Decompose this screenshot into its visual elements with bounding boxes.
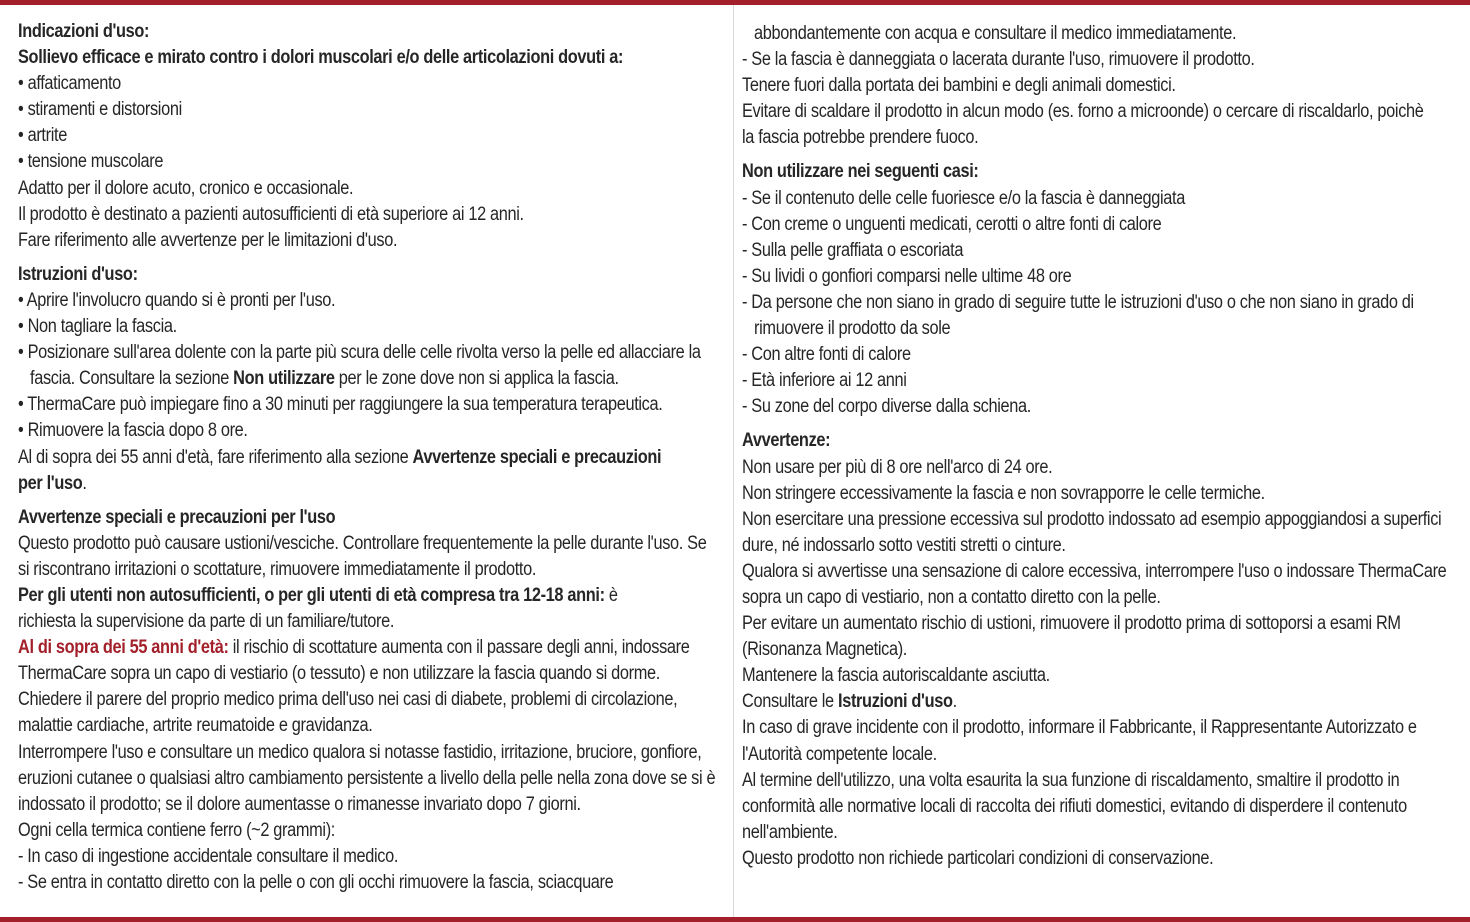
paragraph: la fascia potrebbe prendere fuoco. bbox=[742, 127, 979, 149]
list-item: • artrite bbox=[18, 125, 67, 147]
paragraph: conformità alle normative locali di raccolta dei rifiuti domestici, evitando di disperdere il contenuto bbox=[742, 795, 1407, 817]
list-item: • Non tagliare la fascia. bbox=[18, 316, 177, 338]
paragraph: eruzioni cutanee o qualsiasi altro cambiamento persistente a livello della pelle nella zona dove se si è bbox=[18, 767, 716, 789]
paragraph: dure, né indossarlo sotto vestiti stretti o cinture. bbox=[742, 534, 1066, 556]
red-highlight: Al di sopra dei 55 anni d'età: bbox=[18, 637, 229, 659]
paragraph: Questo prodotto non richiede particolari condizioni di conservazione. bbox=[742, 847, 1214, 869]
refer-text: Fare riferimento alle avvertenze per le limitazioni d'uso. bbox=[18, 229, 398, 251]
over55-note: Al di sopra dei 55 anni d'età, fare riferimento alla sezione Avvertenze speciali e precauzioni bbox=[18, 446, 662, 468]
list-item: • affaticamento bbox=[18, 73, 121, 95]
paragraph: Per evitare un aumentato rischio di ustioni, rimuovere il prodotto prima di sottoporsi a esami RM bbox=[742, 613, 1401, 635]
heading-indications: Indicazioni d'uso: bbox=[18, 21, 150, 42]
list-item-cont: abbondantemente con acqua e consultare il medico immediatamente. bbox=[754, 23, 1237, 44]
paragraph: nell'ambiente. bbox=[742, 821, 838, 843]
list-item: - Su zone del corpo diverse dalla schiena. bbox=[742, 396, 1031, 418]
paragraph: Non usare per più di 8 ore nell'arco di 24 ore. bbox=[742, 456, 1053, 478]
list-item: • Aprire l'involucro quando si è pronti per l'uso. bbox=[18, 289, 336, 311]
heading-instructions: Istruzioni d'uso: bbox=[18, 263, 138, 285]
paragraph: Qualora si avvertisse una sensazione di calore eccessiva, interrompere l'uso o indossare ThermaCare bbox=[742, 560, 1447, 582]
bold-lead: Per gli utenti non autosufficienti, o per gli utenti di età compresa tra 12-18 anni: bbox=[18, 584, 605, 606]
bold-ref: Istruzioni d'uso bbox=[838, 691, 953, 713]
paragraph: si riscontrano irritazioni o scottature, rimuovere immediatamente il prodotto. bbox=[18, 558, 537, 580]
paragraph: Questo prodotto può causare ustioni/vesciche. Controllare frequentemente la pelle durante l'uso. Se bbox=[18, 532, 707, 554]
paragraph: Interrompere l'uso e consultare un medico qualora si notasse fastidio, irritazione, bruciore, gonfiore, bbox=[18, 741, 702, 763]
left-column bbox=[18, 19, 730, 896]
suited-text: Adatto per il dolore acuto, cronico e occasionale. bbox=[18, 177, 354, 199]
paragraph: In caso di grave incidente con il prodotto, informare il Fabbricante, il Rappresentante Autorizzato e bbox=[742, 717, 1417, 739]
paragraph: ThermaCare sopra un capo di vestiario (o tessuto) e non utilizzare la fascia quando si dorme. bbox=[18, 663, 660, 685]
paragraph: Non esercitare una pressione eccessiva sul prodotto indossato ad esempio appoggiandosi a superfici bbox=[742, 508, 1442, 530]
heading-special-warnings: Avvertenze speciali e precauzioni per l'uso bbox=[18, 506, 336, 528]
paragraph: malattie cardiache, artrite reumatoide e gravidanza. bbox=[18, 715, 373, 737]
paragraph: sopra un capo di vestiario, non a contatto diretto con la pelle. bbox=[742, 586, 1161, 608]
paragraph: indossato il prodotto; se il dolore aumentasse o rimanesse invariato dopo 7 giorni. bbox=[18, 793, 581, 815]
list-item: • Posizionare sull'area dolente con la parte più scura delle celle rivolta verso la pelle ed allacciare la bbox=[18, 342, 701, 364]
bottom-accent-bar bbox=[0, 917, 1470, 922]
paragraph: Ogni cella termica contiene ferro (~2 grammi): bbox=[18, 819, 336, 841]
relief-statement: Sollievo efficace e mirato contro i dolori muscolari e/o delle articolazioni dovuti a: bbox=[18, 47, 624, 69]
paragraph: Chiedere il parere del proprio medico prima dell'uso nei casi di diabete, problemi di circolazione, bbox=[18, 689, 678, 711]
list-item: - Da persone che non siano in grado di seguire tutte le istruzioni d'uso o che non siano in grado di bbox=[742, 291, 1414, 313]
list-item: • tensione muscolare bbox=[18, 151, 164, 173]
top-accent-bar bbox=[0, 0, 1470, 5]
list-item: • stiramenti e distorsioni bbox=[18, 99, 182, 121]
list-item: • Rimuovere la fascia dopo 8 ore. bbox=[18, 420, 248, 442]
list-item: - Su lividi o gonfiori comparsi nelle ultime 48 ore bbox=[742, 265, 1072, 287]
list-item: • ThermaCare può impiegare fino a 30 minuti per raggiungere la sua temperatura terapeutica. bbox=[18, 394, 663, 416]
paragraph: Non stringere eccessivamente la fascia e non sovrapporre le celle termiche. bbox=[742, 482, 1265, 504]
heading-warnings: Avvertenze: bbox=[742, 430, 831, 452]
list-item: - Se il contenuto delle celle fuoriesce e/o la fascia è danneggiata bbox=[742, 187, 1185, 209]
list-item: - Età inferiore ai 12 anni bbox=[742, 370, 907, 392]
paragraph: (Risonanza Magnetica). bbox=[742, 639, 907, 661]
list-item: - Sulla pelle graffiata o escoriata bbox=[742, 239, 964, 261]
bold-ref: Avvertenze speciali e precauzioni bbox=[412, 446, 662, 468]
list-item: - Con creme o unguenti medicati, cerotti o altre fonti di calore bbox=[742, 213, 1162, 235]
list-item-cont: fascia. Consultare la sezione Non utilizzare per le zone dove non si applica la fascia. bbox=[30, 368, 619, 390]
list-item: - Se la fascia è danneggiata o lacerata durante l'uso, rimuovere il prodotto. bbox=[742, 49, 1255, 71]
paragraph: l'Autorità competente locale. bbox=[742, 743, 937, 765]
right-column bbox=[742, 21, 1469, 872]
column-divider bbox=[733, 5, 734, 917]
list-item: - In caso di ingestione accidentale consultare il medico. bbox=[18, 845, 399, 867]
paragraph: Per gli utenti non autosufficienti, o per gli utenti di età compresa tra 12-18 anni: è bbox=[18, 584, 618, 606]
paragraph: Tenere fuori dalla portata dei bambini e degli animali domestici. bbox=[742, 75, 1176, 97]
paragraph: Evitare di scaldare il prodotto in alcun modo (es. forno a microonde) o cercare di riscaldarlo, poichè bbox=[742, 101, 1424, 123]
list-item: - Con altre fonti di calore bbox=[742, 344, 911, 366]
intended-text: Il prodotto è destinato a pazienti autosufficienti di età superiore ai 12 anni. bbox=[18, 203, 524, 225]
list-item-cont: rimuovere il prodotto da sole bbox=[754, 318, 951, 340]
bold-ref: Non utilizzare bbox=[233, 368, 335, 390]
list-item: - Se entra in contatto diretto con la pelle o con gli occhi rimuovere la fascia, sciacquare bbox=[18, 872, 614, 893]
paragraph: Mantenere la fascia autoriscaldante asciutta. bbox=[742, 665, 1050, 687]
heading-do-not-use: Non utilizzare nei seguenti casi: bbox=[742, 161, 979, 183]
paragraph: Al termine dell'utilizzo, una volta esaurita la sua funzione di riscaldamento, smaltire il prodotto in bbox=[742, 769, 1400, 791]
bold-ref: per l'uso bbox=[18, 472, 83, 494]
over55-note-cont: per l'uso. bbox=[18, 472, 87, 494]
paragraph: Al di sopra dei 55 anni d'età: il rischio di scottature aumenta con il passare degli anni, indossare bbox=[18, 637, 690, 659]
paragraph: richiesta la supervisione da parte di un familiare/tutore. bbox=[18, 611, 395, 633]
paragraph: Consultare le Istruzioni d'uso. bbox=[742, 691, 957, 713]
